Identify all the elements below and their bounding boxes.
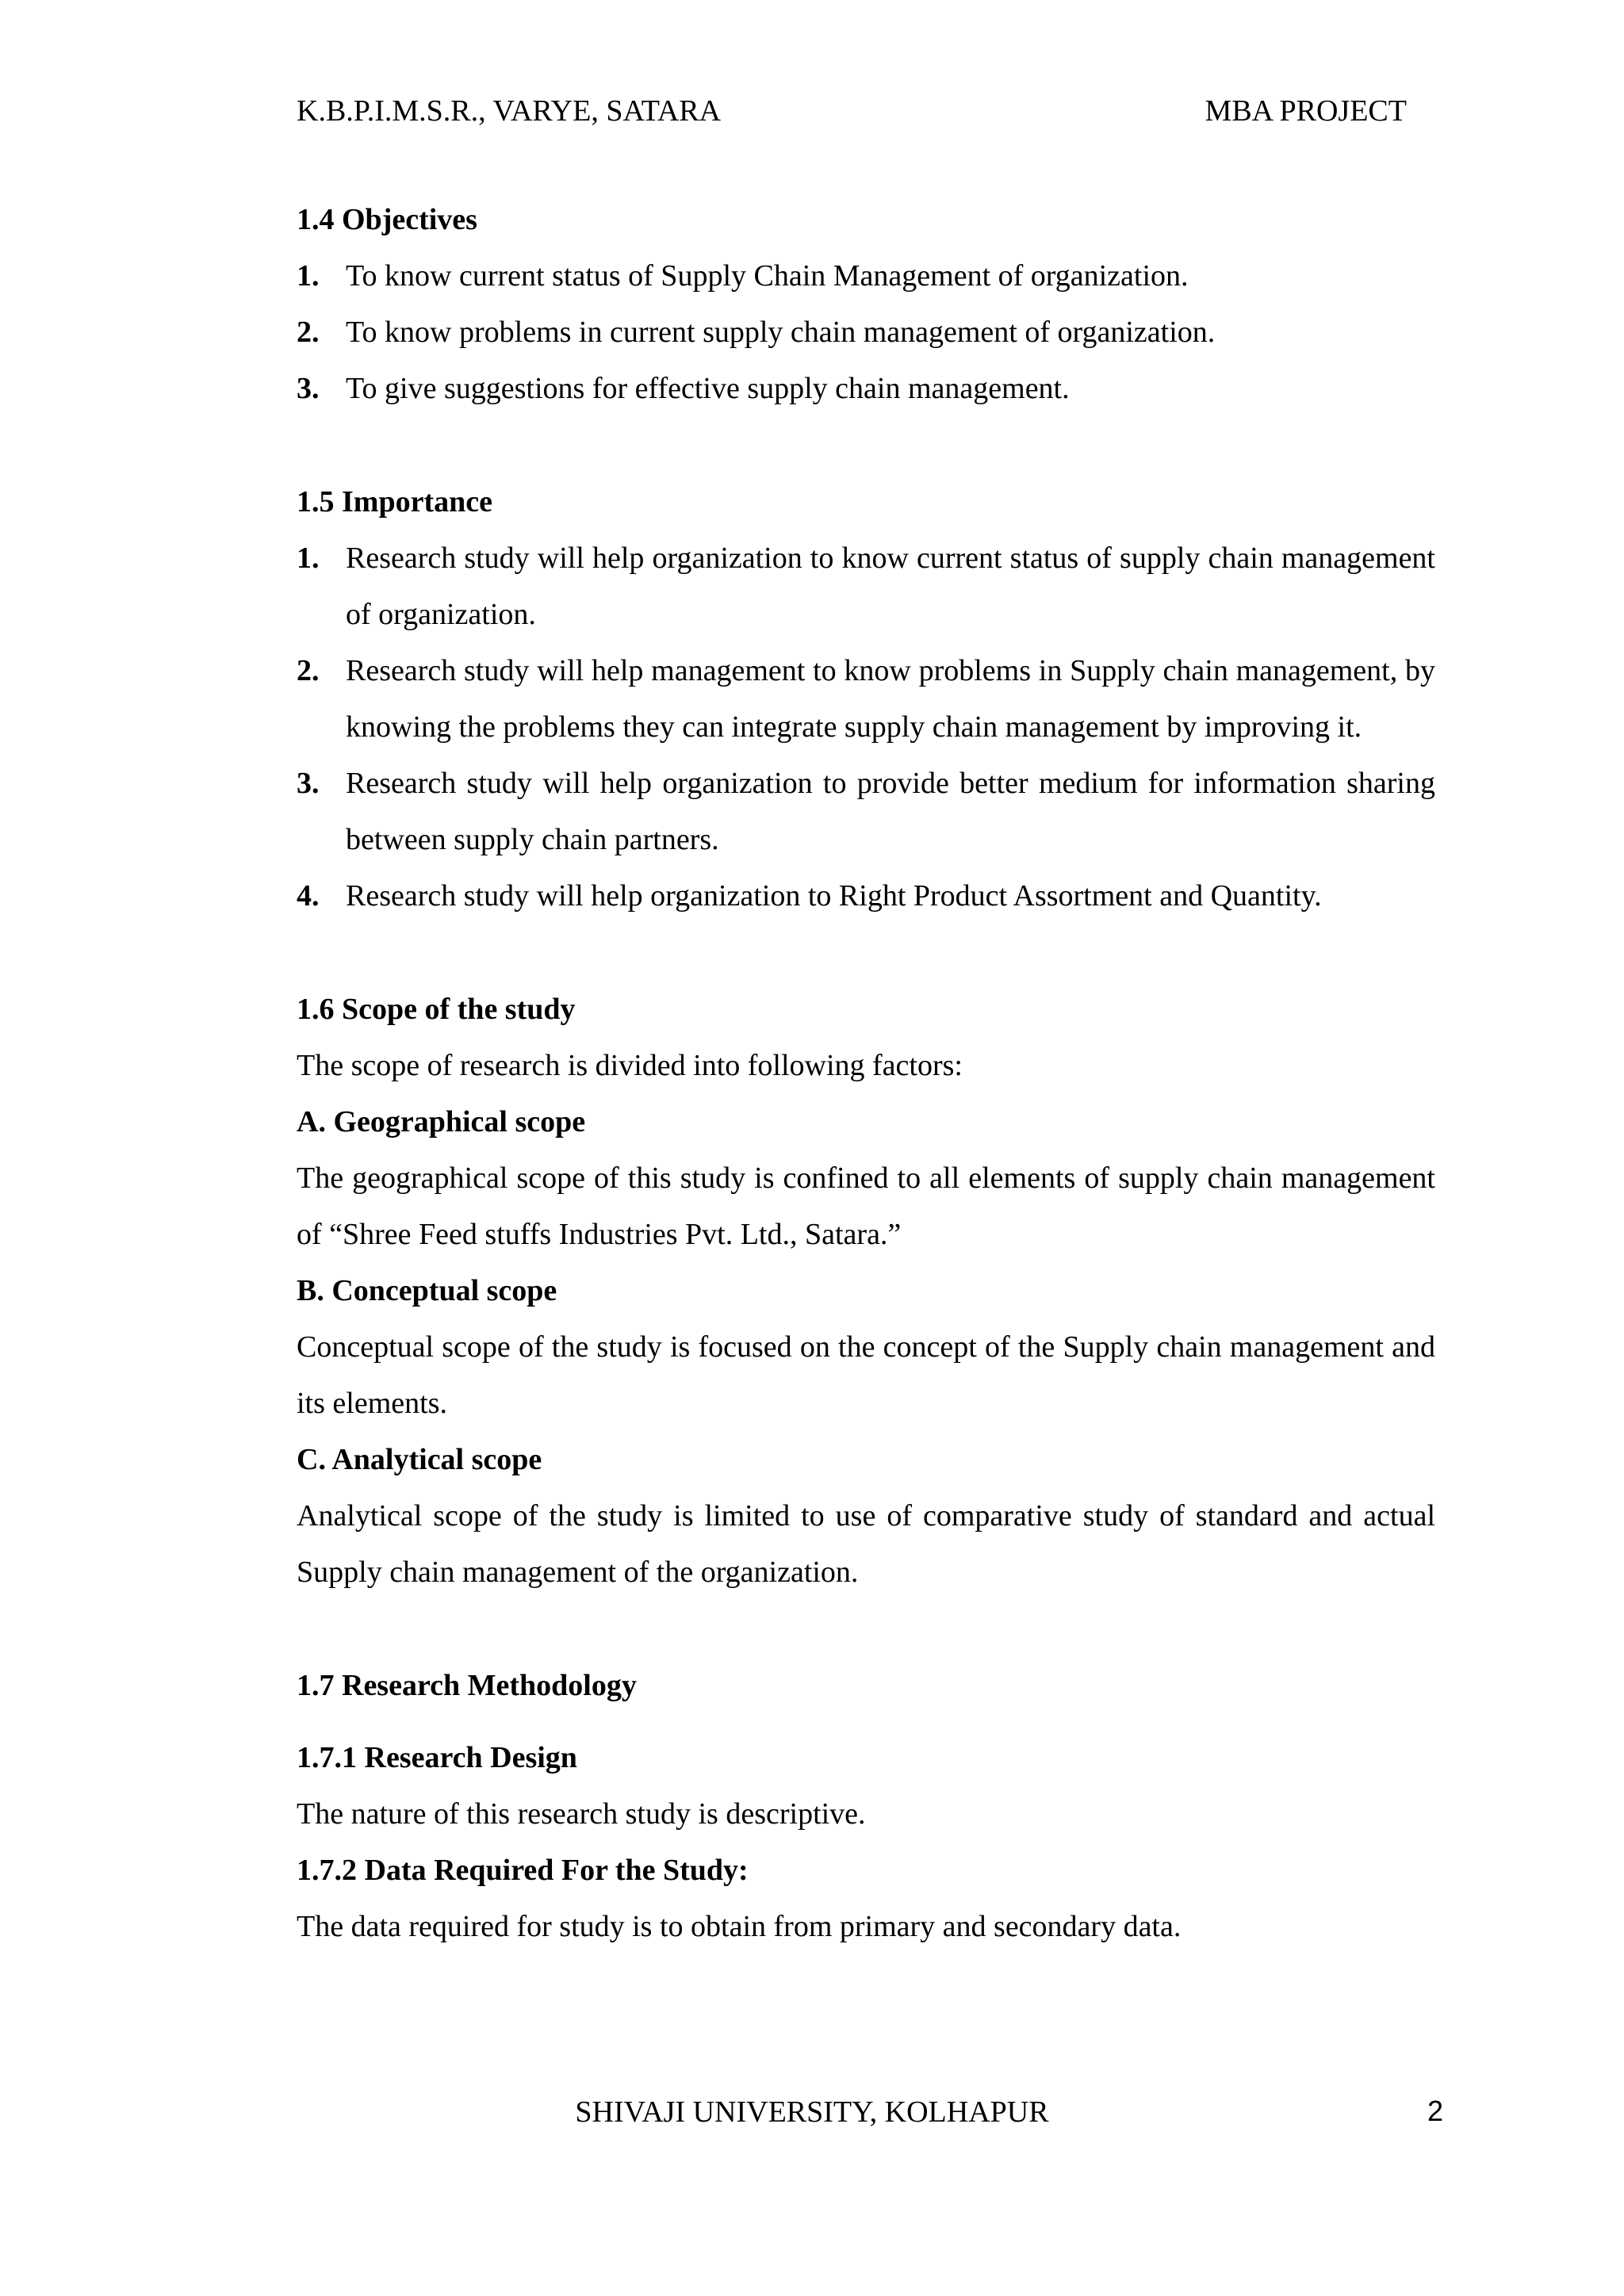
item-number: 2. xyxy=(297,654,320,687)
scope-intro: The scope of research is divided into following factors: xyxy=(297,1049,963,1082)
item-text: To know current status of Supply Chain Management of organization. xyxy=(346,259,1189,293)
page-header xyxy=(297,94,1407,141)
item-number: 1. xyxy=(297,541,320,575)
header-institute: K.B.P.I.M.S.R., VARYE, SATARA xyxy=(297,94,722,128)
list-item xyxy=(297,304,1435,361)
item-number: 3. xyxy=(297,372,320,405)
data-required-text: The data required for study is to obtain from primary and secondary data. xyxy=(297,1910,1182,1943)
scope-section xyxy=(297,982,1435,1601)
conceptual-scope-heading: B. Conceptual scope xyxy=(297,1274,557,1307)
analytical-scope-text: Analytical scope of the study is limited to use of comparative study of standard and actual Supply chain management of the organization. xyxy=(297,1499,1435,1589)
item-text: Research study will help organization to know current status of supply chain management of organization. xyxy=(346,541,1435,631)
item-text: Research study will help organization to Right Product Assortment and Quantity. xyxy=(346,879,1322,913)
importance-list xyxy=(297,530,1435,924)
objectives-heading: 1.4 Objectives xyxy=(297,203,477,236)
scope-heading: 1.6 Scope of the study xyxy=(297,993,576,1026)
list-item xyxy=(297,868,1435,924)
item-text: Research study will help management to know problems in Supply chain management, by knowing the problems they can integrate supply chain management by improving it. xyxy=(346,654,1435,744)
item-number: 1. xyxy=(297,259,320,293)
geographical-scope-heading: A. Geographical scope xyxy=(297,1105,586,1138)
item-number: 3. xyxy=(297,767,320,800)
methodology-section xyxy=(297,1658,1435,1955)
item-number: 2. xyxy=(297,316,320,349)
conceptual-scope-text: Conceptual scope of the study is focused on the concept of the Supply chain management and its elements. xyxy=(297,1330,1435,1420)
item-text: To give suggestions for effective supply chain management. xyxy=(346,372,1070,405)
list-item xyxy=(297,248,1435,304)
page-number: 2 xyxy=(1427,2095,1443,2127)
page-content xyxy=(297,192,1435,1955)
list-item xyxy=(297,530,1435,643)
item-text: To know problems in current supply chain management of organization. xyxy=(346,316,1216,349)
list-item xyxy=(297,756,1435,868)
item-text: Research study will help organization to provide better medium for information sharing between supply chain partners. xyxy=(346,767,1435,856)
research-design-text: The nature of this research study is descriptive. xyxy=(297,1797,866,1831)
footer-university: SHIVAJI UNIVERSITY, KOLHAPUR xyxy=(575,2095,1049,2129)
list-item xyxy=(297,643,1435,756)
methodology-heading: 1.7 Research Methodology xyxy=(297,1669,637,1702)
geographical-scope-text: The geographical scope of this study is confined to all elements of supply chain management of “Shree Feed stuffs Industries Pvt. Ltd., Satara.” xyxy=(297,1161,1435,1251)
list-item xyxy=(297,361,1435,417)
header-project: MBA PROJECT xyxy=(1205,94,1407,128)
importance-heading: 1.5 Importance xyxy=(297,485,492,519)
importance-section xyxy=(297,474,1435,924)
analytical-scope-heading: C. Analytical scope xyxy=(297,1443,542,1476)
item-number: 4. xyxy=(297,879,320,913)
data-required-heading: 1.7.2 Data Required For the Study: xyxy=(297,1854,749,1887)
objectives-list xyxy=(297,248,1435,417)
objectives-section xyxy=(297,192,1435,417)
page-footer xyxy=(0,2095,1624,2142)
research-design-heading: 1.7.1 Research Design xyxy=(297,1741,577,1774)
